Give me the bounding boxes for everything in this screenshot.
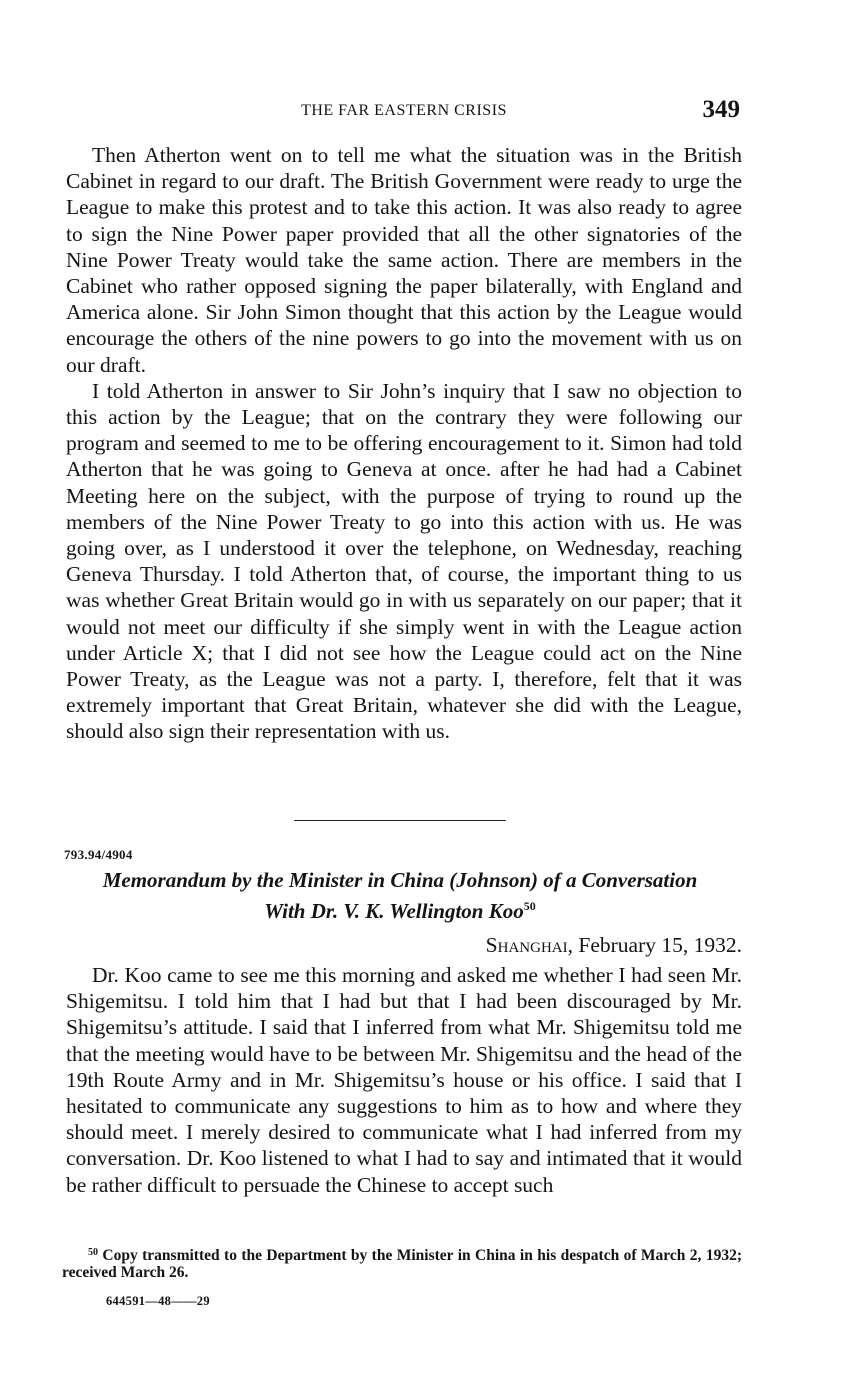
- paragraph: Then Atherton went on to tell me what the situation was in the British Cabinet in regard to our draft. The British Government were ready to urge the League to make this protest and to take this action. It was also ready to agree to sign the Nine Power paper provided that all the other signatories of the Nine Power Treaty would take the same action. There are members in the Cabinet who rather opposed signing the paper bilaterally, with England and America alone. Sir John Simon thought that this action by the League would encourage the others of the nine powers to go into the movement with us on our draft.: [66, 143, 742, 377]
- memorandum-body: [66, 962, 742, 1198]
- footnote-mark: 50: [88, 1247, 98, 1258]
- print-code: 644591—48——29: [106, 1294, 210, 1308]
- page-number: 349: [702, 96, 740, 123]
- section-atherton-conversation: [66, 142, 742, 745]
- title-line-1: Memorandum by the Minister in China (Johnson) of a Conversation: [102, 868, 698, 892]
- section-divider: [294, 820, 506, 821]
- file-number: 793.94/4904: [64, 847, 133, 862]
- footnotes: [62, 1244, 742, 1281]
- dateline-place: Shanghai,: [485, 933, 573, 957]
- paragraph: Dr. Koo came to see me this morning and asked me whether I had seen Mr. Shigemitsu. I told him that I had but that I had been discouraged by Mr. Shigemitsu’s attitude. I said that I inferred from what Mr. Shigemitsu told me that the meeting would have to be between Mr. Shigemitsu and the head of the 19th Route Army and in Mr. Shigemitsu’s house or his office. I said that I hesitated to communicate any suggestions to him as to how and where they should meet. I merely desired to communicate what I had inferred from my conversation. Dr. Koo listened to what I had to say and intimated that it would be rather difficult to persuade the Chinese to accept such: [66, 963, 742, 1197]
- dateline-date: February 15, 1932.: [573, 933, 742, 957]
- running-title: THE FAR EASTERN CRISIS: [301, 102, 507, 119]
- paragraph: I told Atherton in answer to Sir John’s inquiry that I saw no objection to this action by the League; that on the contrary they were following our program and seemed to me to be offering encouragement to it. Simon had told Atherton that he was going to Geneva at once. after he had had a Cabinet Meeting here on the subject, with the purpose of trying to round up the members of the Nine Power Treaty to go into this action with us. He was going over, as I understood it over the telephone, on Wednesday, reaching Geneva Thursday. I told Atherton that, of course, the important thing to us was whether Great Britain would go in with us separately on our paper; that it would not meet our difficulty if she simply went in with the League action under Article X; that I did not see how the League could act on the Nine Power Treaty, as the League was not a party. I, therefore, felt that it was extremely important that Great Britain, whatever she did with the League, should also sign their representation with us.: [66, 378, 742, 744]
- running-head: [66, 98, 742, 128]
- footnote: [62, 1244, 742, 1281]
- footnote-reference: 50: [523, 899, 536, 913]
- title-line-2: With Dr. V. K. Wellington Koo: [264, 899, 524, 923]
- footnote-text: Copy transmitted to the Department by the Minister in China in his despatch of March 2, 1932; received March 26.: [62, 1247, 743, 1281]
- memorandum-title: [40, 867, 760, 924]
- dateline: [486, 933, 742, 958]
